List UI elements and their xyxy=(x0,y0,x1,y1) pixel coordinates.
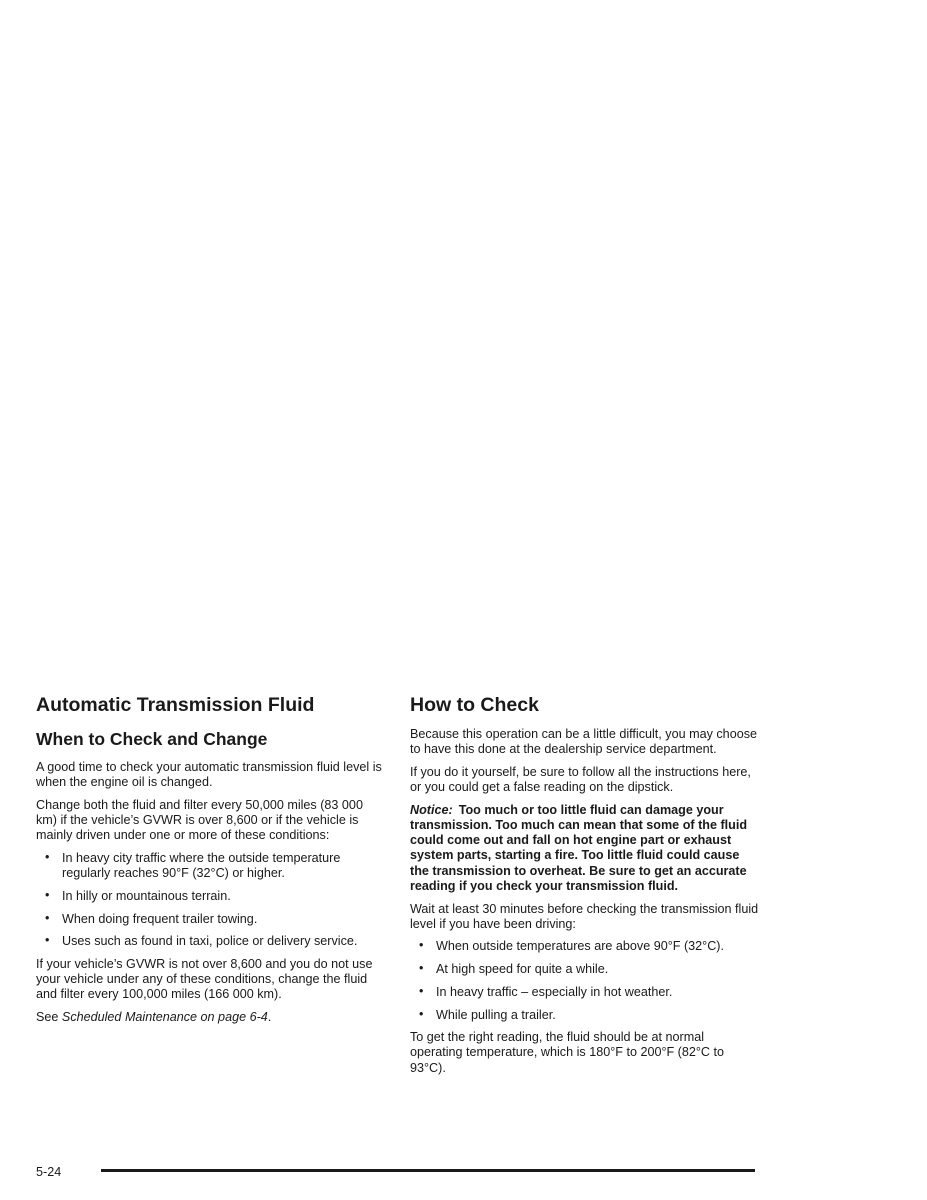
notice-block xyxy=(410,803,760,894)
bullet-icon: • xyxy=(45,850,50,865)
bullet-icon: • xyxy=(419,1006,424,1021)
paragraph: Change both the fluid and filter every 50,000 miles (83 000 km) if the vehicle’s GVWR is over 8,600 or if the vehicle is mainly driven under one or more of these conditions: xyxy=(36,797,363,843)
bullet-icon: • xyxy=(45,933,50,948)
list-item: • While pulling a trailer. xyxy=(419,1006,556,1022)
paragraph: A good time to check your automatic transmission fluid level is when the engine oil is changed. xyxy=(36,760,382,790)
notice-label: Notice: xyxy=(410,802,453,817)
bullet-icon: • xyxy=(45,910,50,925)
bullet-icon: • xyxy=(419,961,424,976)
condition-list xyxy=(36,851,382,950)
paragraph: To get the right reading, the fluid should be at normal operating temperature, which is 180°F to 200°F (82°C to 93°C). xyxy=(410,1030,725,1075)
section-title: How to Check xyxy=(410,694,539,716)
list-item: • In hilly or mountainous terrain. xyxy=(45,887,231,903)
bullet-icon: • xyxy=(419,938,424,953)
bullet-icon: • xyxy=(45,887,50,902)
cross-reference-link[interactable]: Scheduled Maintenance on page 6-4 xyxy=(61,1010,268,1025)
list-item: • In heavy city traffic where the outside temperature regularly reaches 90°F (32°C) or higher. xyxy=(45,850,341,881)
list-item: • When doing frequent trailer towing. xyxy=(45,910,258,926)
list-item: • When outside temperatures are above 90°F (32°C). xyxy=(419,938,724,954)
list-item: • At high speed for quite a while. xyxy=(419,961,609,977)
paragraph: Because this operation can be a little difficult, you may choose to have this done at the dealership service department. xyxy=(410,727,757,757)
paragraph: If you do it yourself, be sure to follow all the instructions here, or you could get a false reading on the dipstick. xyxy=(410,764,751,795)
see-reference: See Scheduled Maintenance on page 6-4. xyxy=(36,1010,272,1025)
footer-rule xyxy=(101,1169,755,1172)
list-item: • In heavy traffic – especially in hot weather. xyxy=(419,983,673,999)
list-item: • Uses such as found in taxi, police or delivery service. xyxy=(45,933,358,949)
bullet-icon: • xyxy=(419,983,424,998)
notice-text: Too much or too little fluid can damage your transmission. Too much can mean that some of the fluid could come out and fall on hot engine part or exhaust system parts, starting a fire. Too little fluid could cause the transmission to overheat. Be sure to get an accurate reading if you check your transmission fluid. xyxy=(410,802,748,893)
driving-condition-list xyxy=(410,939,760,1022)
paragraph: If your vehicle’s GVWR is not over 8,600 and you do not use your vehicle under any of these conditions, change the fluid and filter every 100,000 miles (166 000 km). xyxy=(36,957,373,1002)
subsection-title: When to Check and Change xyxy=(36,729,268,749)
paragraph: Wait at least 30 minutes before checking the transmission fluid level if you have been driving: xyxy=(410,901,759,931)
page-number: 5-24 xyxy=(36,1165,62,1179)
left-column xyxy=(36,692,382,1033)
section-title: Automatic Transmission Fluid xyxy=(36,694,315,716)
right-column xyxy=(410,692,760,1083)
